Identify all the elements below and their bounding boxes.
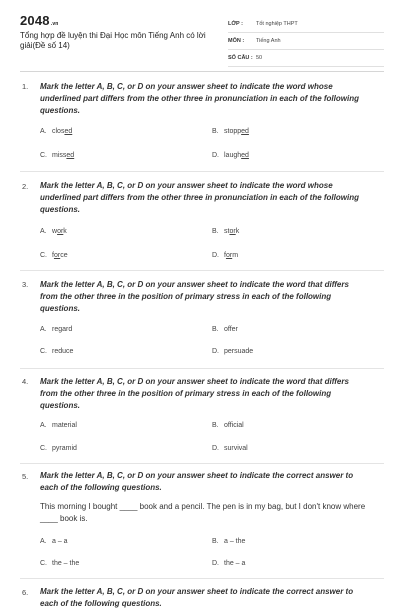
option-letter: D.	[212, 445, 219, 452]
option-text: offer	[224, 326, 238, 333]
question-prompt: Mark the letter A, B, C, or D on your answer sheet to indicate the correct answer to each of the following questions.	[40, 587, 354, 608]
option-text: ce	[60, 252, 68, 259]
option-text: st	[224, 228, 230, 235]
option-a[interactable]	[40, 228, 67, 235]
option-c[interactable]	[40, 560, 79, 567]
document-meta	[228, 16, 384, 67]
option-text: a – a	[52, 538, 68, 545]
option-c[interactable]	[40, 152, 74, 159]
option-text: a – the	[224, 538, 246, 545]
option-letter: C.	[40, 348, 47, 355]
meta-row-subject	[228, 33, 384, 50]
option-underlined: ed	[241, 128, 249, 135]
question-passage: This morning I bought ____ book and a pencil. The pen is in my bag, but I don't know where ____ book is.	[40, 502, 366, 523]
document-title: Tổng hợp đề luyện thi Đại Học môn Tiếng Anh có lời giải(Đề số 14)	[20, 31, 206, 50]
option-d[interactable]	[212, 152, 249, 159]
option-underlined: or	[57, 228, 64, 235]
option-letter: A.	[40, 228, 47, 235]
option-text: miss	[52, 152, 67, 159]
question-number: 6.	[22, 588, 29, 597]
logo-suffix: .vn	[50, 21, 59, 27]
meta-label: LỚP :	[228, 21, 243, 27]
question-number: 3.	[22, 280, 29, 289]
option-letter: D.	[212, 348, 219, 355]
meta-label: SỐ CÂU :	[228, 55, 253, 61]
option-text: survival	[224, 445, 248, 452]
option-b[interactable]	[212, 228, 239, 235]
option-text: pyramid	[52, 445, 77, 452]
option-letter: A.	[40, 128, 47, 135]
question-divider	[20, 578, 384, 579]
option-text: f	[52, 252, 54, 259]
meta-label: MÔN :	[228, 38, 245, 44]
option-text: m	[232, 252, 239, 259]
meta-value: Tiếng Anh	[256, 38, 281, 44]
option-text: clos	[52, 128, 65, 135]
option-letter: B.	[212, 538, 219, 545]
document-header	[0, 0, 400, 64]
question-number: 4.	[22, 377, 29, 386]
option-letter: A.	[40, 326, 47, 333]
option-letter: B.	[212, 228, 219, 235]
meta-row-class	[228, 16, 384, 33]
question-number: 1.	[22, 82, 29, 91]
option-text: f	[224, 252, 226, 259]
option-letter: D.	[212, 252, 219, 259]
option-letter: B.	[212, 422, 219, 429]
option-underlined: or	[229, 228, 236, 235]
option-text: official	[224, 422, 244, 429]
option-a[interactable]	[40, 422, 77, 429]
option-text: persuade	[224, 348, 254, 355]
option-text: material	[52, 422, 77, 429]
option-underlined: ed	[241, 152, 249, 159]
meta-value: Tốt nghiệp THPT	[256, 21, 298, 27]
option-c[interactable]	[40, 348, 73, 355]
option-text: w	[52, 228, 58, 235]
option-text: k	[235, 228, 240, 235]
option-b[interactable]	[212, 422, 244, 429]
option-c[interactable]	[40, 445, 77, 452]
option-letter: B.	[212, 128, 219, 135]
option-d[interactable]	[212, 252, 238, 259]
option-letter: D.	[212, 560, 219, 567]
option-a[interactable]	[40, 128, 72, 135]
question-number: 5.	[22, 472, 29, 481]
option-text: laugh	[224, 152, 242, 159]
option-underlined: ed	[66, 152, 75, 159]
option-text: the – the	[52, 560, 80, 567]
option-d[interactable]	[212, 560, 245, 567]
question-prompt: Mark the letter A, B, C, or D on your answer sheet to indicate the word whose underlined part differs from the other three in pronunciation in each of the following questions.	[40, 82, 359, 115]
option-underlined: or	[225, 252, 233, 259]
option-d[interactable]	[212, 445, 248, 452]
question-divider	[20, 463, 384, 464]
header-divider	[20, 71, 384, 72]
logo-text: 2048	[20, 13, 50, 28]
question-number: 2.	[22, 182, 29, 191]
option-a[interactable]	[40, 326, 72, 333]
question-prompt: Mark the letter A, B, C, or D on your answer sheet to indicate the word that differs from the other three in the position of primary stress in each of the following questions.	[40, 377, 349, 410]
option-c[interactable]	[40, 252, 68, 259]
option-text: regard	[52, 326, 73, 333]
option-b[interactable]	[212, 538, 245, 545]
option-letter: C.	[40, 560, 47, 567]
option-underlined: ed	[64, 128, 73, 135]
question-divider	[20, 368, 384, 369]
option-text: the – a	[224, 560, 246, 567]
option-underlined: or	[53, 252, 61, 259]
question-divider	[20, 270, 384, 271]
option-letter: C.	[40, 152, 47, 159]
option-letter: C.	[40, 445, 47, 452]
option-letter: A.	[40, 538, 47, 545]
meta-value: 50	[256, 55, 263, 61]
meta-row-count	[228, 50, 384, 67]
option-b[interactable]	[212, 128, 249, 135]
question-prompt: Mark the letter A, B, C, or D on your answer sheet to indicate the word whose underlined part differs from the other three in pronunciation in each of the following questions.	[40, 181, 359, 214]
option-letter: B.	[212, 326, 219, 333]
option-b[interactable]	[212, 326, 238, 333]
option-letter: D.	[212, 152, 219, 159]
option-text: k	[63, 228, 67, 235]
option-letter: C.	[40, 252, 47, 259]
option-a[interactable]	[40, 538, 68, 545]
option-d[interactable]	[212, 348, 253, 355]
question-divider	[20, 171, 384, 172]
option-text: stopp	[224, 128, 242, 135]
question-prompt: Mark the letter A, B, C, or D on your answer sheet to indicate the correct answer to each of the following questions.	[40, 471, 354, 492]
site-logo[interactable]	[20, 13, 59, 28]
option-text: reduce	[52, 348, 74, 355]
option-letter: A.	[40, 422, 47, 429]
question-prompt: Mark the letter A, B, C, or D on your answer sheet to indicate the word that differs from the other three in the position of primary stress in each of the following questions.	[40, 280, 349, 313]
